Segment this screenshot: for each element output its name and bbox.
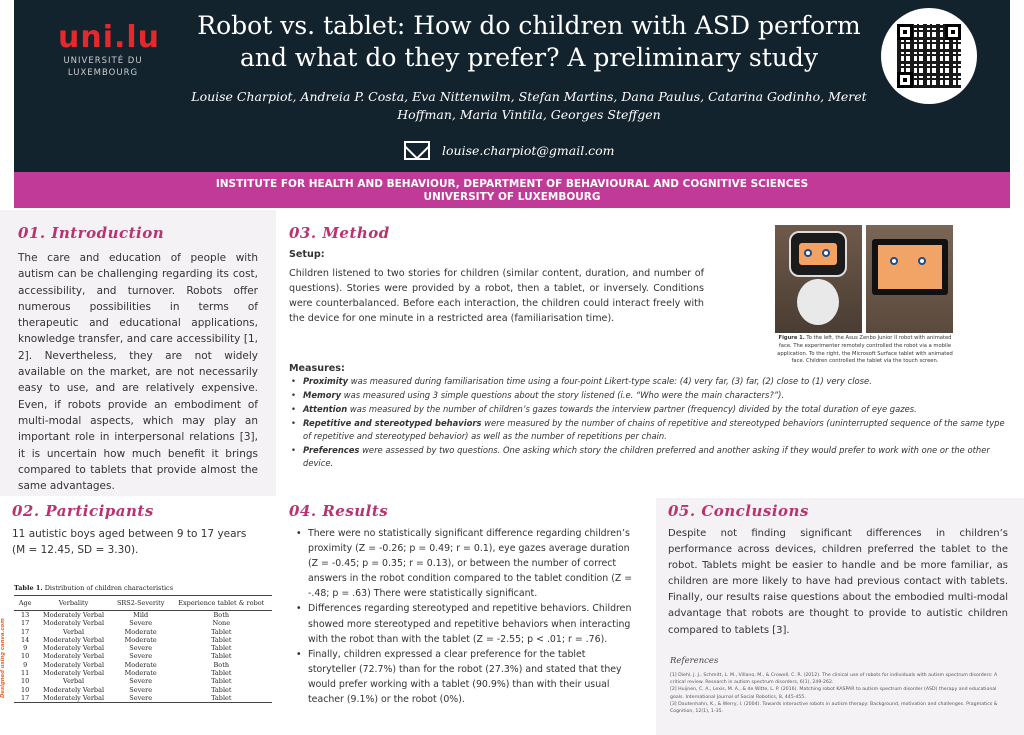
table-cell: Severe (111, 694, 171, 703)
table-row (14, 694, 272, 703)
table-cell: Tablet (211, 685, 232, 694)
table-row (14, 619, 272, 627)
measure-item: • Proximity was measured during familiarisation time using a four-point Likert-type scale: (4) very far, (3) far, (2) close to (1) very close. (289, 375, 1009, 388)
table-cell: Verbal (62, 627, 85, 636)
table-cell: 11 (21, 669, 30, 678)
authors-line-1: Louise Charpiot, Andreia P. Costa, Eva Nittenwilm, Stefan Martins, Dana Paulus, Catarina Godinho, Meret (191, 89, 867, 104)
table-cell: Moderately Verbal (43, 611, 105, 619)
reference-item: [2] Huijnen, C. A., Lexis, M. A., & de Witte, L. P. (2016). Matching robot KASPAR to autism spectrum disorder (ASD) therapy and educational goals. International Journal of Social Robotics, 8, 445-455. (670, 687, 997, 700)
table-cell: Tablet (171, 694, 272, 703)
table-row (14, 628, 272, 636)
table-cell: Severe (129, 677, 153, 686)
table-cell: Moderately Verbal (43, 660, 105, 669)
title-line-1: Robot vs. tablet: How do children with ASD perform (197, 11, 861, 40)
table-cell: None (212, 619, 231, 628)
authors (164, 88, 894, 124)
introduction-text: The care and education of people with autism can be challenging regarding its cost, accessibility, and turnover. Robots offer numerous possibilities in terms of therapeutic and educational applications, knowledge transfer, and care accessibility [1, 2]. Nevertheless, they are not widely available on the market, are not necessarily easy to use, and are relatively expensive. Even, if robots provide an embodiment of multi-modal aspects, which may play an important role in interpersonal relations [3], it is uncertain how much benefit it brings compared to tablets that provide almost the same advantages. (18, 252, 258, 493)
university-logo (58, 20, 161, 79)
table-cell: Tablet (211, 669, 232, 678)
table-cell: Moderately Verbal (43, 685, 105, 694)
figure-1-photo (775, 225, 953, 333)
table-cell: Moderate (124, 627, 157, 636)
table-cell: 14 (21, 635, 30, 644)
table-cell: Severe (129, 644, 153, 653)
table-cell: Moderately Verbal (43, 644, 105, 653)
characteristics-table (14, 595, 272, 703)
mail-icon (404, 141, 430, 160)
table-cell: 10 (21, 677, 30, 686)
table-cell: Severe (129, 619, 153, 628)
contact-email (404, 141, 615, 160)
conclusions-panel (656, 498, 1024, 735)
measure-item: • Repetitive and stereotyped behaviors were measured by the number of chains of repetitive and stereotyped behaviors (uninterrupted sequence of the same type of repetitive and stereotyped behavior) as well as the number of repetitions per chain. (289, 417, 1009, 443)
table-cell: Both (213, 660, 230, 669)
table-cell: Mild (133, 611, 149, 619)
table-cell: Moderately Verbal (36, 694, 110, 703)
tablet-photo (866, 225, 953, 333)
table-cell: Both (213, 611, 230, 619)
table-cell: Moderate (124, 635, 157, 644)
table-cell: Moderately Verbal (43, 619, 105, 628)
results-title: 04. Results (289, 502, 389, 520)
introduction-panel (0, 210, 276, 496)
measures-list (289, 375, 1009, 471)
table-cell: Tablet (211, 677, 232, 686)
poster-header (14, 0, 1010, 172)
reference-item: [1] Diehl, J. J., Schmitt, L. M., Villano, M., & Crowell, C. R. (2012). The clinical use of robots for individuals with autism spectrum disorders: A critical review. Research in autism spectrum disorders, 6(1), 249-262. (670, 673, 998, 686)
results-list (294, 526, 634, 707)
table-row (14, 686, 272, 694)
table-cell: 10 (21, 652, 30, 661)
side-credit: Designed using canva.com (0, 618, 6, 698)
measure-item: • Memory was measured using 3 simple questions about the story listened (i.e. “Who were the main characters?”). (289, 389, 1009, 402)
table-caption: Table 1. Distribution of children characteristics (14, 584, 174, 592)
table-cell: 17 (21, 627, 30, 636)
table-row (14, 669, 272, 677)
table-cell: 10 (21, 685, 30, 694)
table-cell: 9 (23, 660, 28, 669)
column-header: SRS2-Severity (111, 596, 171, 611)
setup-label: Setup: (289, 249, 325, 260)
results-panel (278, 498, 654, 735)
table-row (14, 661, 272, 669)
participants-title: 02. Participants (12, 502, 154, 520)
references-title: References (670, 656, 719, 666)
table-row (14, 636, 272, 644)
table-cell: Moderately Verbal (43, 635, 105, 644)
table-cell: Moderate (124, 660, 157, 669)
table-cell: Moderately Verbal (43, 669, 105, 678)
table-cell: Tablet (211, 635, 232, 644)
result-item: • There were no statistically significant difference regarding children’s proximity (Z = -0.26; p = 0.49; r = 0.1), eye gazes average duration (Z = -0.45; p = 0.35; r = 0.13), or between the number of correct answers in the robot condition compared to the tablet condition (Z = -.48; p = .63) There were statistically significant. (294, 526, 634, 601)
table-cell: Tablet (211, 627, 232, 636)
qr-corner-top-left (897, 24, 913, 40)
table-cell: Moderate (124, 669, 157, 678)
table-cell: Moderately Verbal (43, 652, 105, 661)
participants-text: 11 autistic boys aged between 9 to 17 years (M = 12.45, SD = 3.30). (12, 528, 247, 557)
institute-band (14, 172, 1010, 208)
measure-item: • Preferences were assessed by two questions. One asking which story the children preferred and another asking if they would prefer to work with one or the other device. (289, 444, 1009, 470)
table-row (14, 611, 272, 620)
table-row (14, 677, 272, 685)
introduction-title: 01. Introduction (18, 224, 165, 242)
reference-item: [3] Dautenhahn, K., & Werry, I. (2004). Towards interactive robots in autism therapy: Background, motivation and challenges. Pragmatics & Cognition, 12(1), 1-35. (670, 701, 998, 715)
table-cell: Tablet (211, 652, 232, 661)
qr-code (881, 8, 977, 104)
institute-line-1: INSTITUTE FOR HEALTH AND BEHAVIOUR, DEPARTMENT OF BEHAVIOURAL AND COGNITIVE SCIENCES (215, 178, 809, 190)
setup-text: Children listened to two stories for children (similar content, duration, and number of questions). Stories were provided by a robot, then a tablet, or inversely. Conditions were counterbalanced. Before each interaction, the children could interact freely with the device for one minute in a restricted area (familiarisation time). (289, 267, 704, 325)
logo-line-2: LUXEMBOURG (67, 68, 139, 78)
column-header: Verbality (36, 596, 110, 611)
table-cell: Severe (129, 685, 153, 694)
result-item: • Finally, children expressed a clear preference for the tablet storyteller (72.7%) than for the robot (27.3%) and stated that they would prefer working with a tablet (90.9%) than with their usual teacher (9.1%) or the robot (0%). (294, 647, 634, 707)
logo-line-1: UNIVERSITÉ DU (63, 56, 143, 66)
robot-photo (775, 225, 862, 333)
title-line-2: and what do they prefer? A preliminary study (239, 43, 819, 72)
references (670, 656, 1010, 715)
conclusions-text: Despite not finding significant differences in children’s performance across devices, children preferred the tablet to the robot. Tablets might be easier to handle and be more familiar, as children are more likely to have had previous contact with tablets. Finally, our results raise questions about the embodied multi-modal advantage that robots are thought to provide to autistic children compared to tablets [3]. (668, 528, 1008, 636)
poster-title (164, 10, 894, 74)
table-cell: 17 (21, 619, 30, 628)
table-cell: 9 (23, 644, 28, 653)
institute-line-2: UNIVERSITY OF LUXEMBOURG (423, 191, 601, 203)
table-cell: 13 (21, 611, 30, 619)
figure-1-caption: Figure 1. To the left, the Asus Zenbo Junior II robot with animated face. The experimenter remotely controlled the robot via a mobile application. To the right, the Microsoft Surface tablet with animated face. Children controlled the tablet via the touch screen. (777, 335, 953, 365)
table-cell: Tablet (211, 644, 232, 653)
authors-line-2: Hoffman, Maria Vintila, Georges Steffgen (397, 107, 661, 122)
table-cell: 17 (14, 694, 36, 703)
measure-item: • Attention was measured by the number of children’s gazes towards the interview partner (frequency) divided by the total duration of eye gazes. (289, 403, 1009, 416)
qr-corner-bottom-left (897, 72, 913, 88)
qr-corner-top-right (945, 24, 961, 40)
column-header: Experience tablet & robot (171, 596, 272, 611)
email-text: louise.charpiot@gmail.com (442, 143, 615, 158)
measures-label: Measures: (289, 363, 345, 374)
conclusions-title: 05. Conclusions (668, 502, 809, 520)
table-cell: Severe (129, 652, 153, 661)
column-header: Age (14, 596, 36, 611)
table-row (14, 644, 272, 652)
logo-mark: uni.lu (58, 20, 161, 55)
table-cell: Verbal (62, 677, 85, 686)
participants-panel (0, 498, 276, 735)
method-title: 03. Method (289, 224, 390, 242)
result-item: • Differences regarding stereotyped and repetitive behaviors. Children showed more stereotyped and repetitive behaviors when interacting with the robot than with the tablet (Z = -2.55; p < .01; r = .76). (294, 601, 634, 646)
table-row (14, 652, 272, 660)
